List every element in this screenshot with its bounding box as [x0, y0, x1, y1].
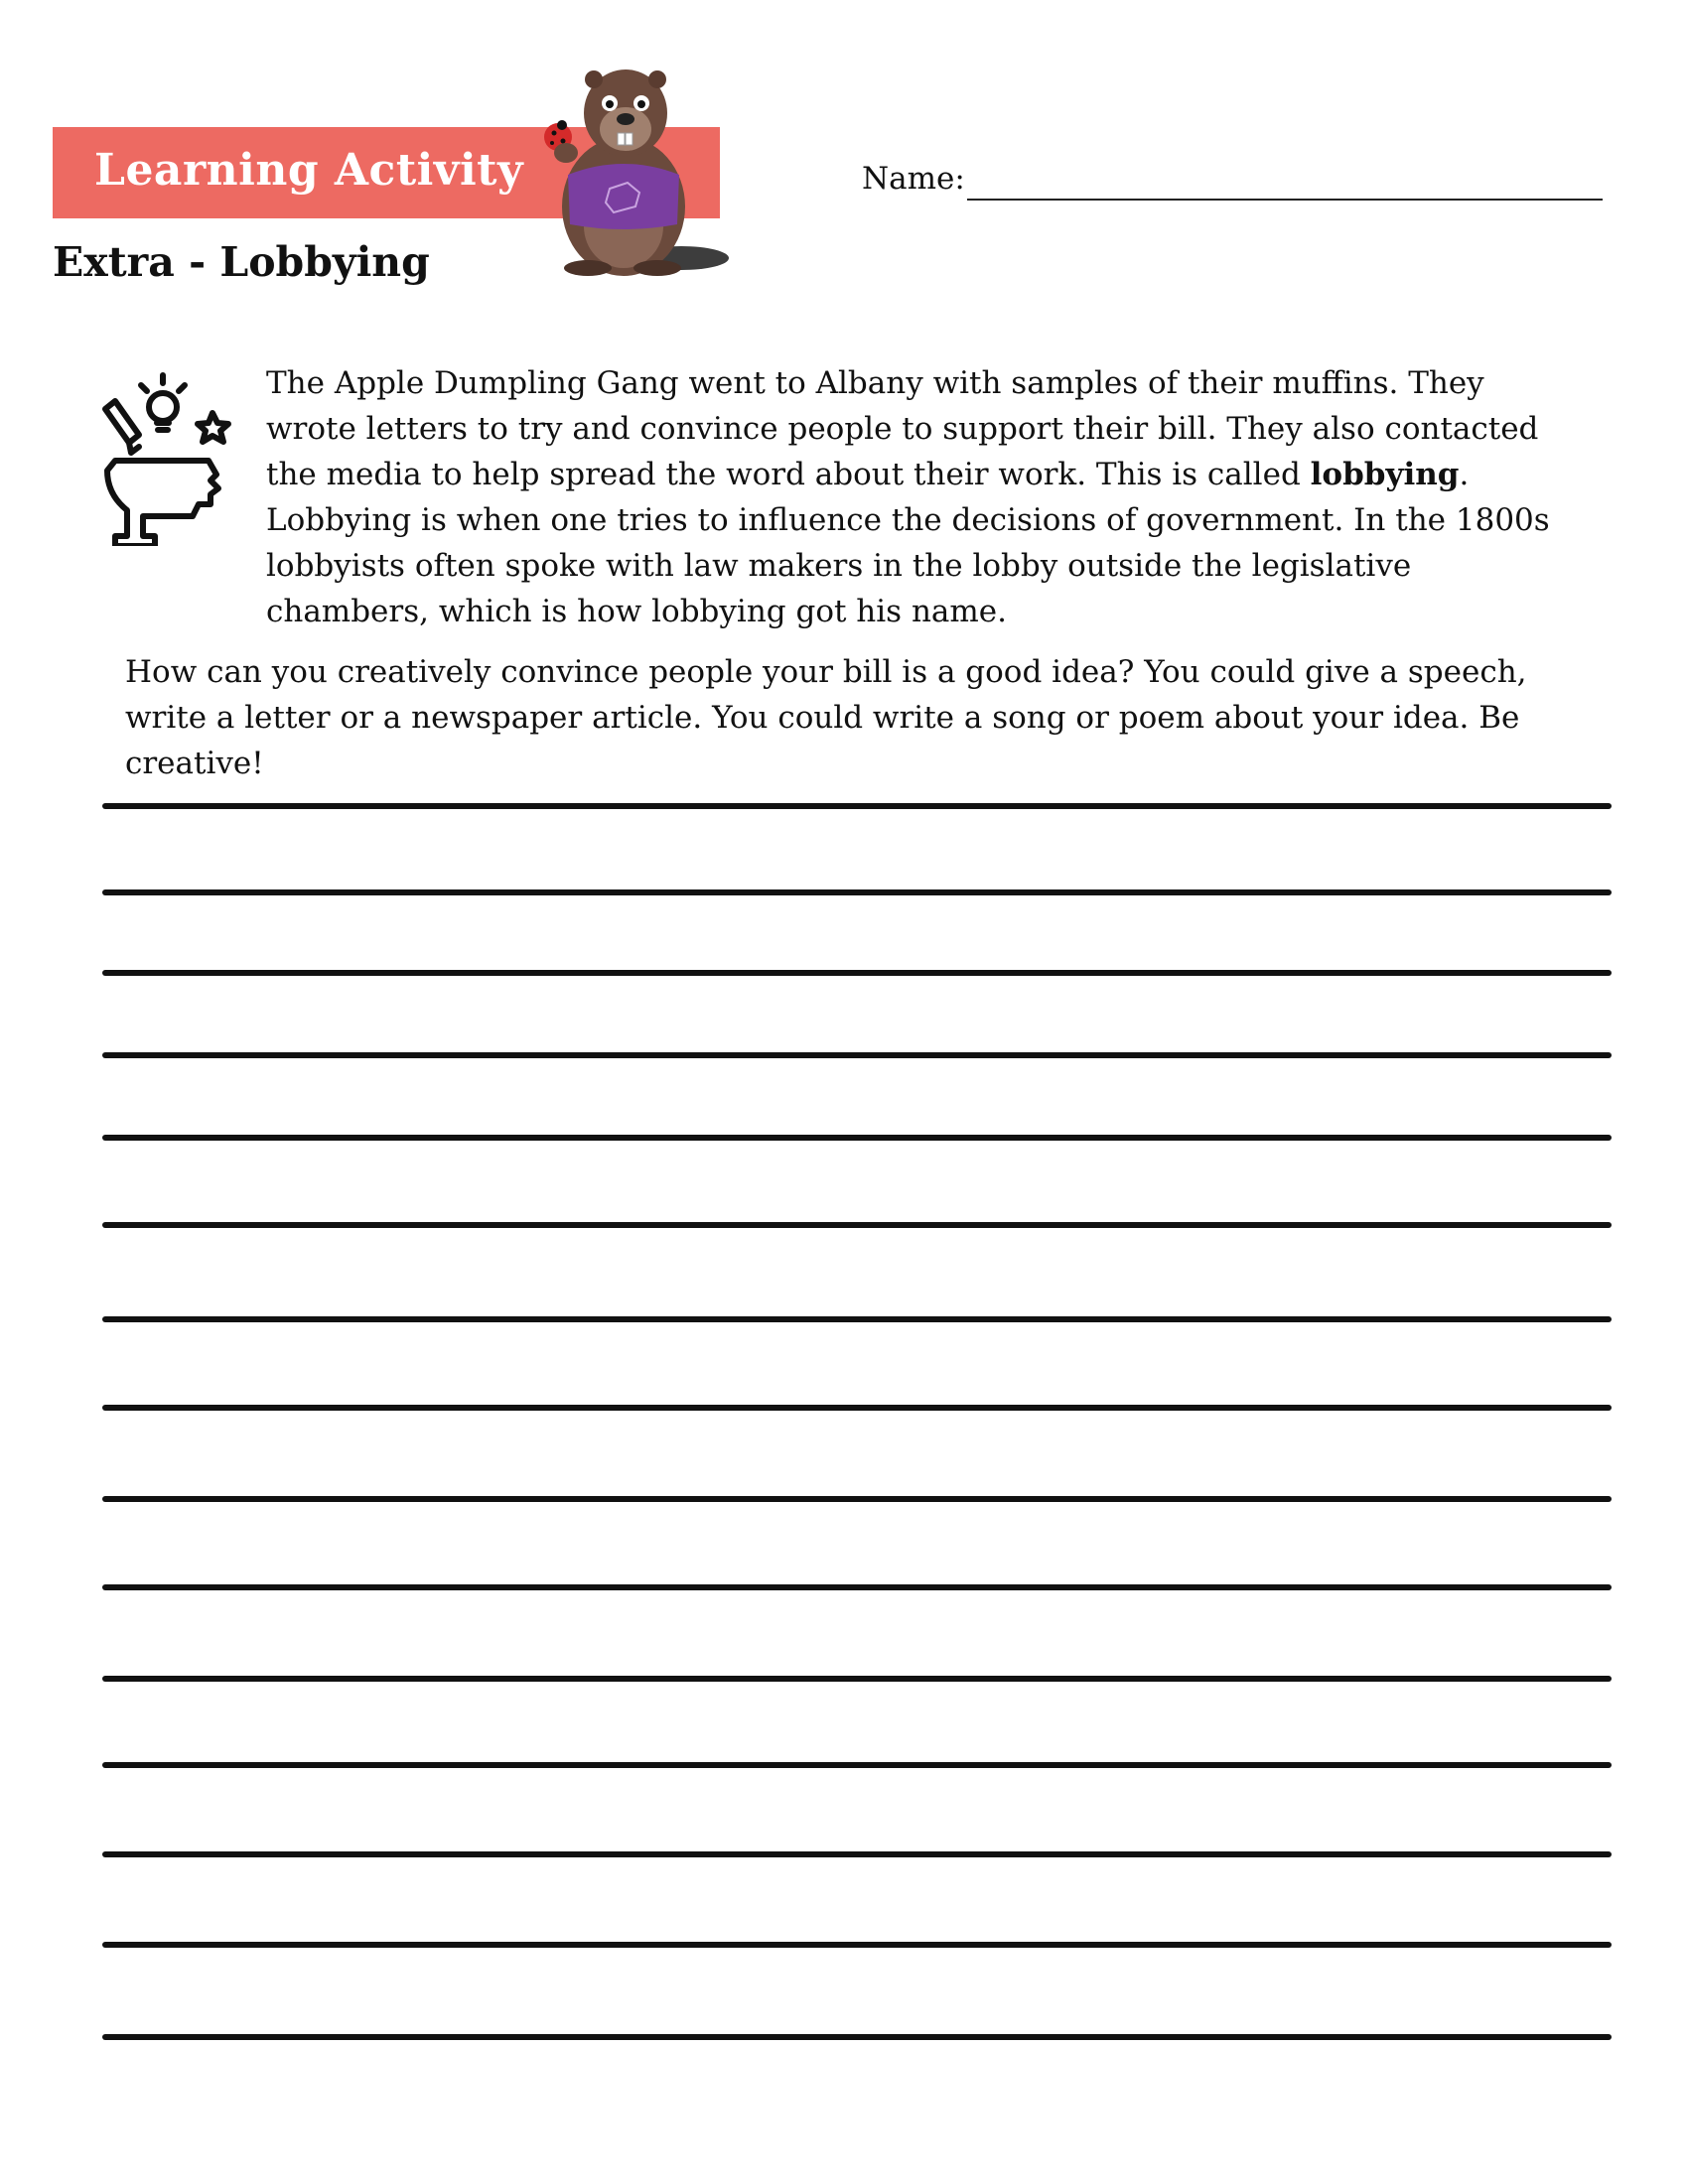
creative-head-icon — [97, 369, 238, 546]
beaver-mascot-icon — [522, 58, 731, 278]
writing-line[interactable] — [102, 1942, 1612, 1948]
writing-line[interactable] — [102, 2034, 1612, 2040]
writing-line[interactable] — [102, 1851, 1612, 1857]
writing-line[interactable] — [102, 1676, 1612, 1682]
writing-line[interactable] — [102, 1405, 1612, 1411]
writing-line[interactable] — [102, 1316, 1612, 1322]
writing-line[interactable] — [102, 1222, 1612, 1228]
writing-line[interactable] — [102, 970, 1612, 976]
page-title: Extra - Lobbying — [53, 238, 430, 286]
term-lobbying: lobbying — [1310, 457, 1460, 492]
intro-paragraph: The Apple Dumpling Gang went to Albany with samples of their muffins. They wrote letters to try and convince people to support their bill. They also contacted the media to help spread the word about their work. This is called lobbying. Lobbying is when one tries to influence the decisions of government. In the 1800s lobbyists often spoke with law makers in the lobby outside the legislative chambers, which is how lobbying got his name. — [266, 365, 1550, 629]
name-underline[interactable] — [967, 199, 1603, 201]
writing-line[interactable] — [102, 1052, 1612, 1058]
writing-line[interactable] — [102, 1135, 1612, 1141]
writing-line[interactable] — [102, 803, 1612, 809]
prompt-paragraph: How can you creatively convince people your bill is a good idea? You could give a speech, write a letter or a newspaper article. You could write a song or poem about your idea. Be creative! — [125, 654, 1527, 781]
writing-line[interactable] — [102, 1762, 1612, 1768]
writing-line[interactable] — [102, 1584, 1612, 1590]
writing-line[interactable] — [102, 889, 1612, 895]
writing-line[interactable] — [102, 1496, 1612, 1502]
name-field[interactable] — [862, 161, 1617, 210]
banner-title: Learning Activity — [94, 145, 524, 196]
name-label: Name: — [862, 161, 965, 197]
